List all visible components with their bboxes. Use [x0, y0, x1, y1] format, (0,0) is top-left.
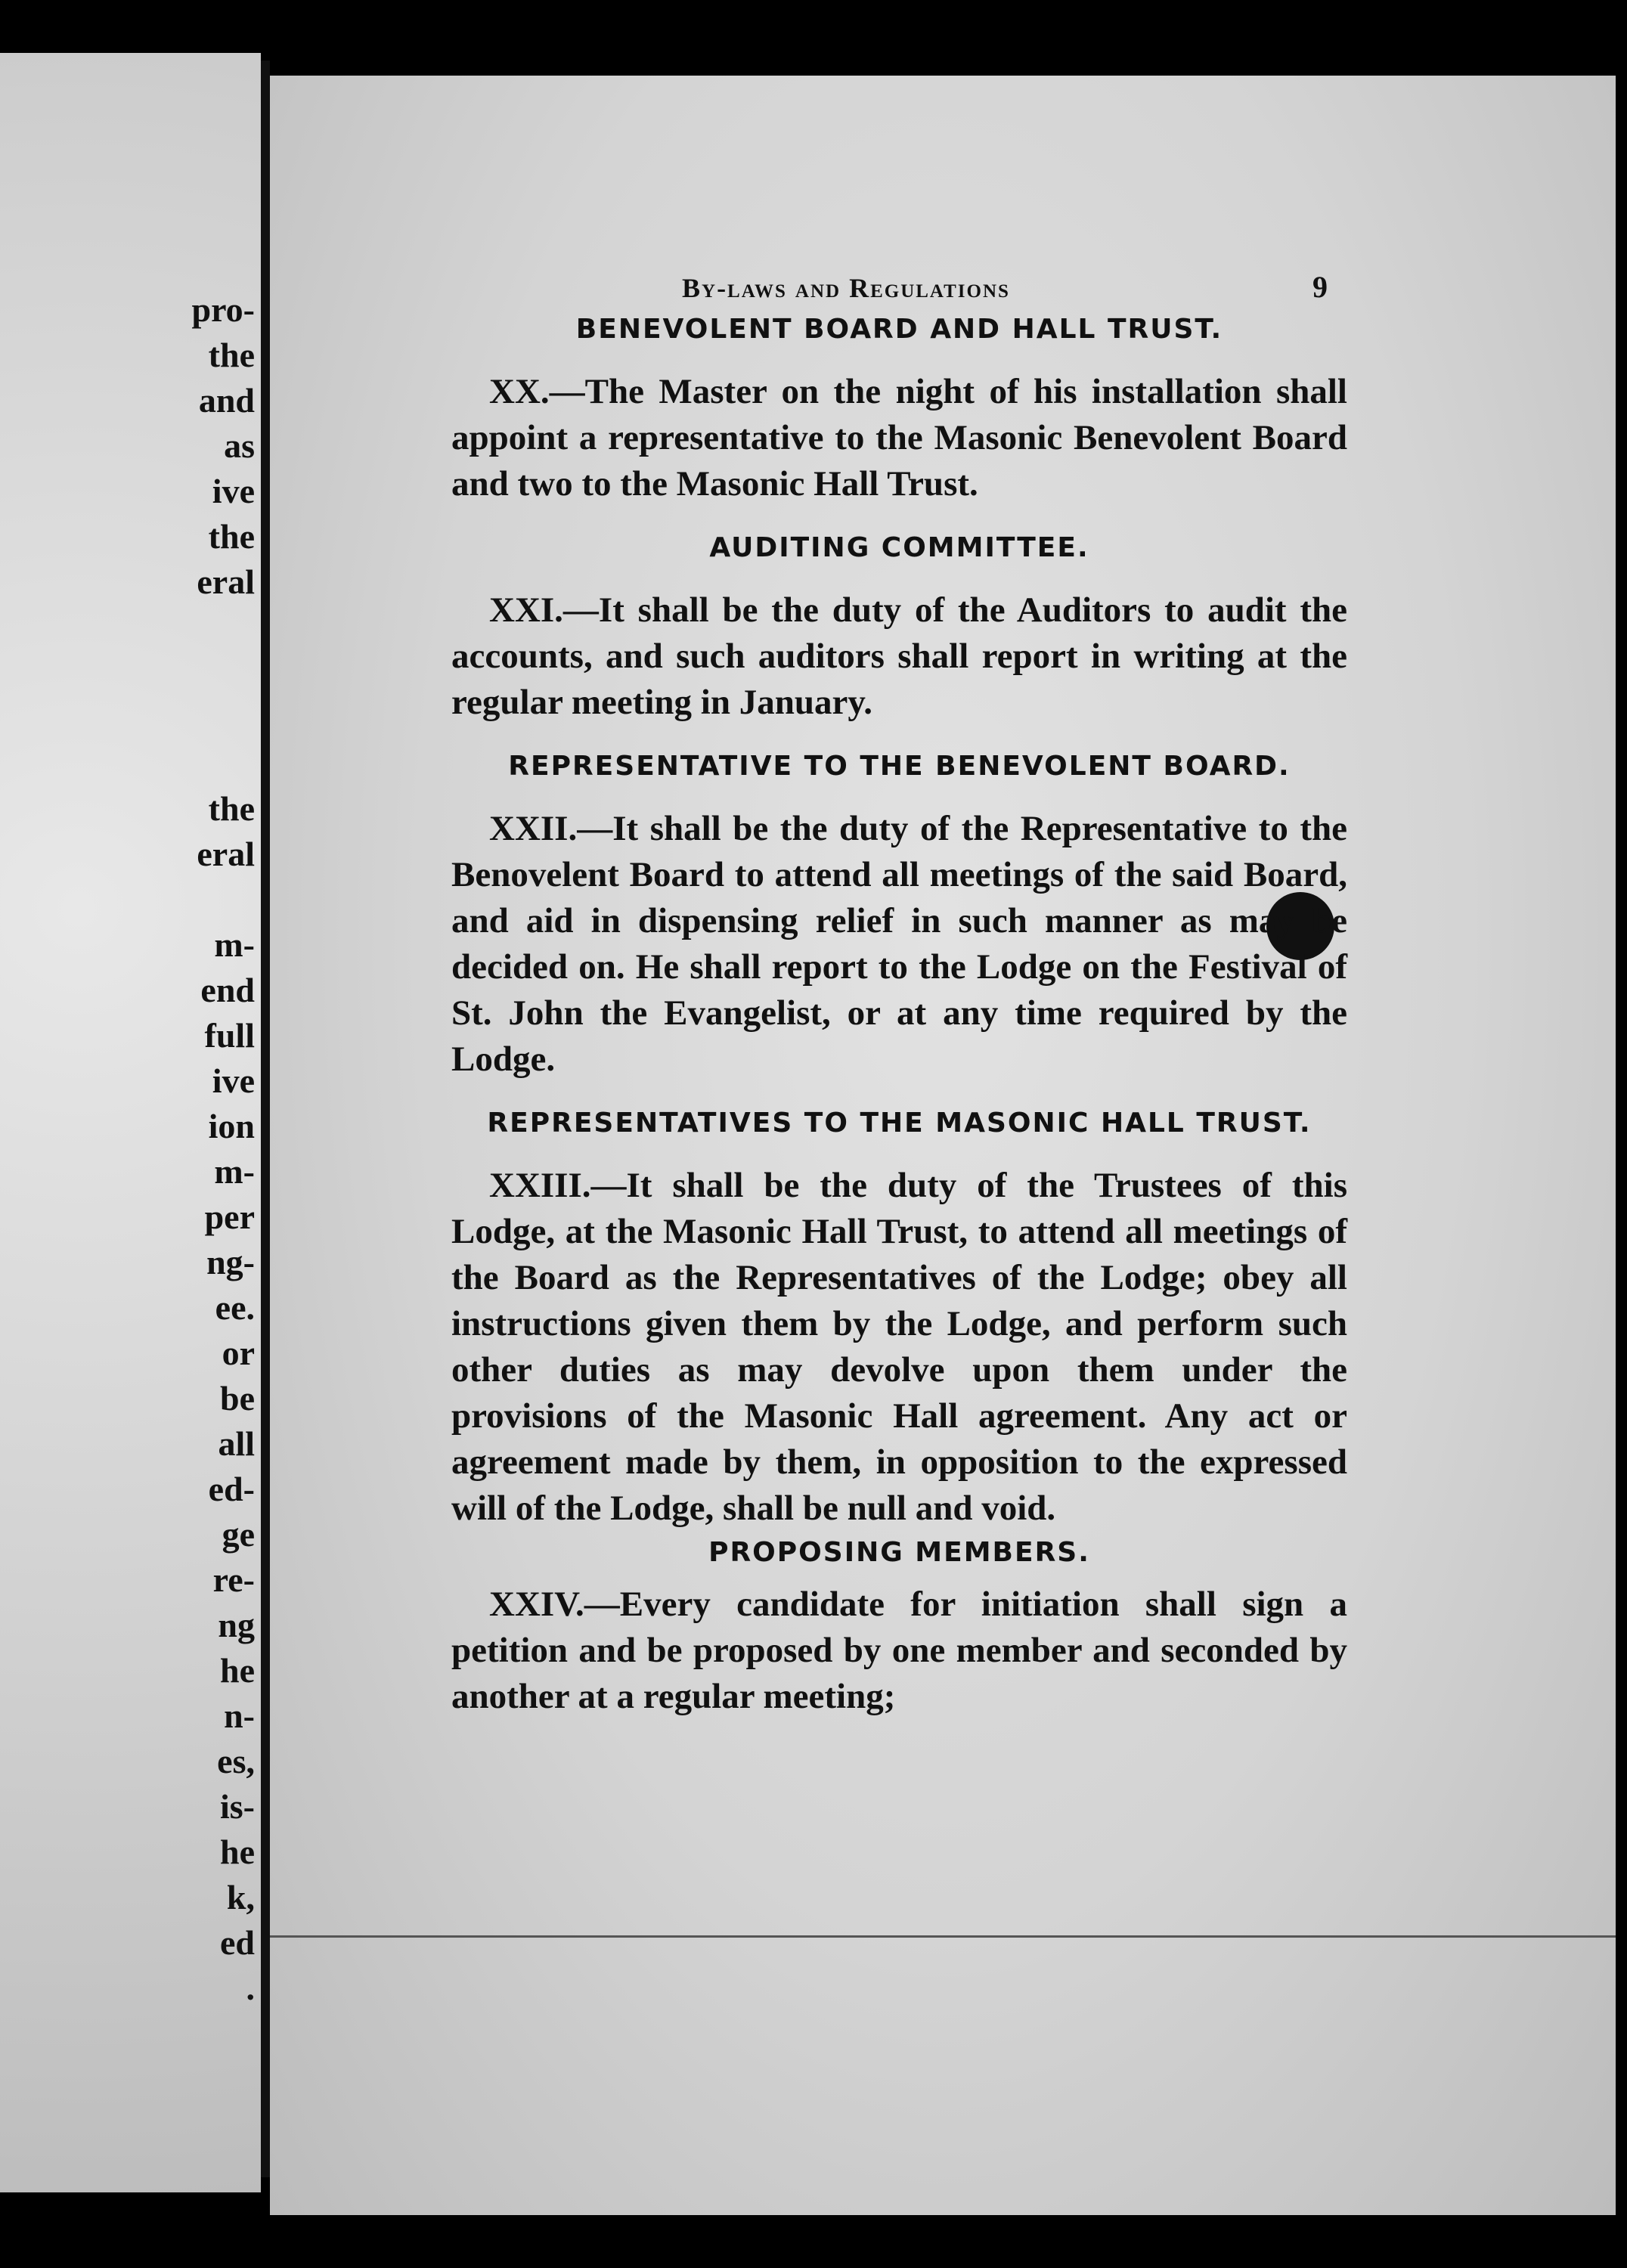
left-page-fragment: he: [220, 1833, 255, 1871]
running-title: By-laws and Regulations: [682, 273, 1010, 303]
section-paragraph: XX.—The Master on the night of his installation shall appoint a representative to the Masonic Benevolent Board and two to the Masonic Hall Trust.: [451, 372, 1347, 503]
section-paragraph: XXIII.—It shall be the duty of the Trustees of this Lodge, at the Masonic Hall Trust, to attend all meetings of the Board as the Representatives of the Lodge; obey all instructions given them by the Lodge, and perform such other duties as may devolve upon them under the provisions of the Masonic Hall agreement. Any act or agreement made by them, in opposition to the expressed will of the Lodge, shall be null and void.: [451, 1166, 1347, 1528]
section-heading: PROPOSING MEMBERS.: [708, 1537, 1090, 1568]
left-page-fragment: k,: [226, 1878, 255, 1916]
left-page-fragment: n-: [224, 1696, 255, 1735]
left-page-fragment: the: [208, 517, 255, 556]
left-page-fragment: ion: [208, 1107, 255, 1145]
left-page-fragment: he: [220, 1651, 255, 1690]
left-page-fragment: pro-: [191, 290, 255, 329]
left-page-fragment: is-: [220, 1787, 255, 1826]
left-page-fragment: ive: [212, 472, 255, 510]
left-page-fragment: ed: [220, 1923, 255, 1962]
section-heading: BENEVOLENT BOARD AND HALL TRUST.: [575, 314, 1223, 345]
left-page-fragment: es,: [217, 1742, 255, 1780]
section-heading: REPRESENTATIVES TO THE MASONIC HALL TRUST.: [487, 1108, 1312, 1139]
left-page-fragment: full: [204, 1016, 255, 1055]
left-page-fragment: be: [220, 1379, 255, 1418]
page-content: [451, 265, 1347, 1720]
page-header: [451, 265, 1347, 310]
left-page-fragment: the: [208, 789, 255, 828]
section-heading: AUDITING COMMITTEE.: [709, 532, 1089, 563]
left-page-fragment: ee.: [215, 1288, 255, 1327]
left-page-fragment: ng-: [206, 1243, 255, 1281]
horizontal-rule: [270, 1935, 1616, 1938]
left-page-fragment: .: [246, 1969, 255, 2007]
left-page-fragment: ed-: [208, 1470, 255, 1508]
left-page-fragment: or: [222, 1334, 255, 1372]
section-paragraph: XXII.—It shall be the duty of the Representative to the Benovelent Board to attend all meetings of the said Board, and aid in dispensing relief in such manner as may be decided on. He shall report to the Lodge on the Festival of St. John the Evangelist, or at any time required by the Lodge.: [451, 809, 1347, 1079]
left-page-fragment: the: [208, 336, 255, 374]
left-page-fragment: ng: [218, 1606, 255, 1644]
right-page: [270, 76, 1616, 2215]
left-page-fragment: eral: [197, 835, 255, 873]
left-page-fragment: ive: [212, 1061, 255, 1100]
left-page-fragment: m-: [214, 925, 255, 964]
left-page-fragment: re-: [212, 1560, 255, 1599]
left-page-fragment: per: [204, 1198, 255, 1236]
left-page-fragment: all: [218, 1424, 255, 1463]
left-page-fragment: end: [200, 971, 255, 1009]
left-page-fragment: m-: [214, 1152, 255, 1191]
left-page-fragment: and: [198, 381, 255, 420]
left-page: [0, 53, 261, 2192]
section-paragraph: XXI.—It shall be the duty of the Auditors to audit the accounts, and such auditors shall report in writing at the regular meeting in January.: [451, 590, 1347, 722]
page-number: 9: [1312, 270, 1328, 304]
section-heading: REPRESENTATIVE TO THE BENEVOLENT BOARD.: [508, 751, 1291, 782]
section-paragraph: XXIV.—Every candidate for initiation shall sign a petition and be proposed by one member and seconded by another at a regular meeting;: [451, 1585, 1347, 1716]
left-page-fragment: as: [224, 426, 255, 465]
left-page-fragment: eral: [197, 562, 255, 601]
book-gutter: [261, 60, 270, 2177]
left-page-fragment: ge: [222, 1515, 255, 1554]
